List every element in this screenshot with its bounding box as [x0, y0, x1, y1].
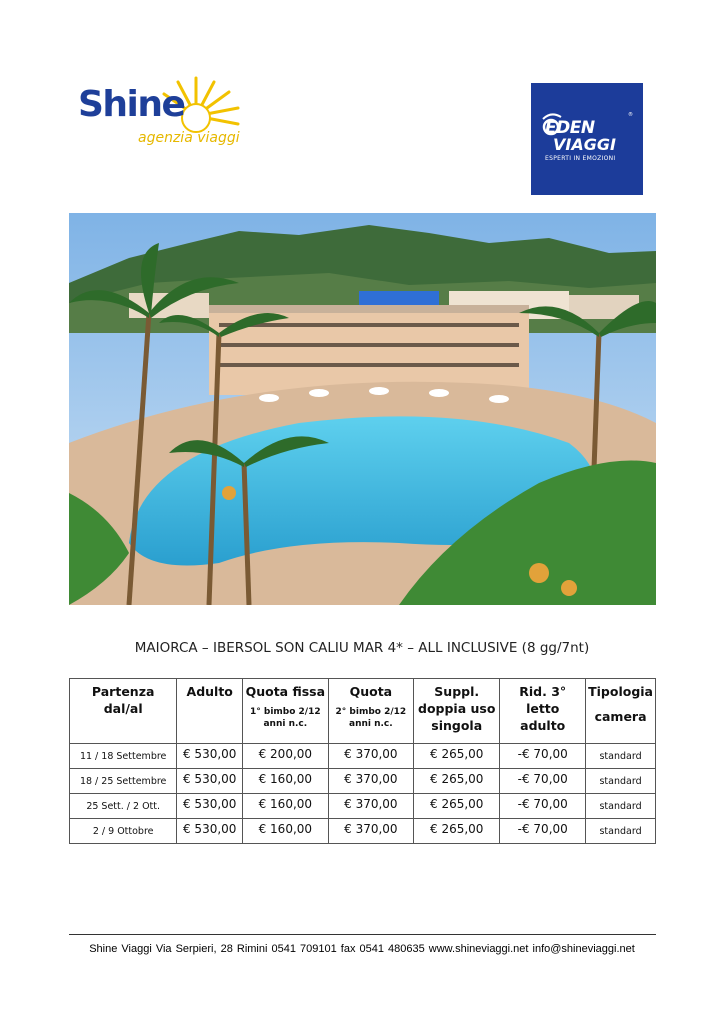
cell-rid: -€ 70,00	[500, 794, 586, 819]
offer-title: MAIORCA – IBERSOL SON CALIU MAR 4* – ALL INCLUSIVE (8 gg/7nt)	[134, 640, 590, 656]
hotel-photo	[69, 213, 656, 605]
cell-bimbo2: € 370,00	[328, 744, 414, 769]
header-quota-fissa-sub-line2: anni n.c.	[263, 719, 308, 729]
cell-bimbo1: € 160,00	[243, 819, 329, 844]
header-partenza-line2: dal/al	[103, 701, 143, 716]
cell-tipologia: standard	[586, 819, 656, 844]
cell-rid: -€ 70,00	[500, 769, 586, 794]
table-row	[70, 744, 656, 769]
shine-logo	[78, 66, 248, 156]
header-partenza-line1: Partenza	[91, 684, 155, 699]
eden-logo-title: EDEN	[545, 118, 595, 138]
header-rid	[500, 679, 586, 744]
cell-suppl: € 265,00	[414, 769, 500, 794]
header-quota-label: Quota	[349, 684, 393, 699]
table-header-row	[70, 679, 656, 744]
footer-contact: Shine Viaggi Via Serpieri, 28 Rimini 0541 709101 fax 0541 480635 www.shineviaggi.net info@shineviaggi.net	[89, 943, 635, 955]
header-quota	[328, 679, 414, 744]
cell-bimbo1: € 160,00	[243, 769, 329, 794]
footer-divider	[69, 934, 656, 935]
cell-rid: -€ 70,00	[500, 744, 586, 769]
header-suppl	[414, 679, 500, 744]
header-suppl-line3: singola	[431, 718, 483, 733]
cell-bimbo1: € 160,00	[243, 794, 329, 819]
header-tipologia-line1: Tipologia	[588, 684, 653, 699]
cell-adulto: € 530,00	[177, 744, 243, 769]
table-row	[70, 819, 656, 844]
cell-tipologia: standard	[586, 744, 656, 769]
header-suppl-line2: doppia uso	[418, 701, 496, 716]
header-quota-fissa-label: Quota fissa	[245, 684, 326, 699]
cell-partenza: 2 / 9 Ottobre	[70, 819, 177, 844]
header-quota-fissa	[243, 679, 329, 744]
cell-bimbo2: € 370,00	[328, 794, 414, 819]
header-quota-sub-line1: 2° bimbo 2/12	[335, 707, 407, 717]
header-adulto	[177, 679, 243, 744]
table-row	[70, 769, 656, 794]
cell-tipologia: standard	[586, 769, 656, 794]
cell-adulto: € 530,00	[177, 769, 243, 794]
header-partenza	[70, 679, 177, 744]
cell-bimbo2: € 370,00	[328, 769, 414, 794]
svg-text:®: ®	[628, 112, 633, 118]
cell-tipologia: standard	[586, 794, 656, 819]
cell-bimbo2: € 370,00	[328, 819, 414, 844]
header-tipologia	[586, 679, 656, 744]
table-row	[70, 794, 656, 819]
header-rid-line1: Rid. 3° letto	[519, 684, 567, 716]
header-rid-line2: adulto	[520, 718, 566, 733]
prices-table	[69, 678, 656, 844]
shine-logo-word: Shine	[78, 84, 185, 125]
header-quota-sub	[331, 706, 412, 730]
cell-adulto: € 530,00	[177, 794, 243, 819]
eden-viaggi-logo	[531, 83, 643, 195]
cell-bimbo1: € 200,00	[243, 744, 329, 769]
cell-partenza: 25 Sett. / 2 Ott.	[70, 794, 177, 819]
cell-adulto: € 530,00	[177, 819, 243, 844]
header-suppl-line1: Suppl.	[434, 684, 480, 699]
cell-partenza: 18 / 25 Settembre	[70, 769, 177, 794]
header-adulto-label: Adulto	[186, 684, 233, 699]
cell-suppl: € 265,00	[414, 819, 500, 844]
eden-logo-viaggi: VIAGGI	[553, 135, 616, 154]
header-tipologia-line2: camera	[594, 709, 647, 724]
cell-rid: -€ 70,00	[500, 819, 586, 844]
header-quota-fissa-sub	[245, 706, 326, 730]
header-quota-sub-line2: anni n.c.	[349, 719, 393, 729]
eden-logo-tagline: ESPERTI IN EMOZIONI	[545, 155, 616, 162]
cell-suppl: € 265,00	[414, 794, 500, 819]
cell-partenza: 11 / 18 Settembre	[70, 744, 177, 769]
cell-suppl: € 265,00	[414, 744, 500, 769]
shine-logo-subtitle: agenzia viaggi	[138, 130, 240, 146]
header-quota-fissa-sub-line1: 1° bimbo 2/12	[249, 707, 321, 717]
